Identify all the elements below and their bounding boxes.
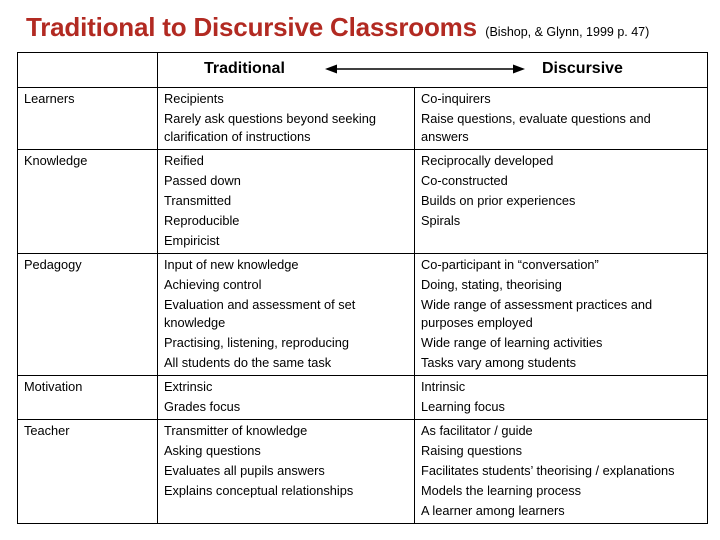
traditional-item: Transmitter of knowledge <box>164 423 308 438</box>
traditional-item: Grades focus <box>164 399 241 414</box>
header-discursive: Discursive <box>542 60 623 77</box>
traditional-item: Explains conceptual relationships <box>164 483 354 498</box>
traditional-item: Reified <box>164 153 204 168</box>
table-row <box>18 88 708 150</box>
title-citation: (Bishop, & Glynn, 1999 p. 47) <box>485 25 650 39</box>
header-row <box>18 53 708 88</box>
discursive-item: Spirals <box>421 213 461 228</box>
discursive-item: Wide range of learning activities <box>421 335 603 350</box>
table-body <box>18 53 708 524</box>
header-empty-cell <box>18 53 158 88</box>
discursive-item: Doing, stating, theorising <box>421 277 562 292</box>
traditional-item: Achieving control <box>164 277 262 292</box>
discursive-item: Wide range of assessment practices and purposes employed <box>421 297 653 330</box>
traditional-cell <box>158 88 415 150</box>
discursive-item: Learning focus <box>421 399 505 414</box>
discursive-item: As facilitator / guide <box>421 423 533 438</box>
traditional-item: Empiricist <box>164 233 220 248</box>
discursive-item: Raise questions, evaluate questions and answers <box>421 111 651 144</box>
discursive-item: Co-participant in “conversation” <box>421 257 599 272</box>
table-row <box>18 254 708 376</box>
traditional-item: All students do the same task <box>164 355 332 370</box>
header-traditional: Traditional <box>204 60 285 77</box>
traditional-cell <box>158 376 415 420</box>
traditional-item: Transmitted <box>164 193 232 208</box>
traditional-item: Passed down <box>164 173 241 188</box>
traditional-cell <box>158 150 415 254</box>
discursive-item: Co-constructed <box>421 173 508 188</box>
double-arrow-icon <box>325 63 525 75</box>
header-spectrum-cell <box>158 53 708 88</box>
traditional-cell <box>158 254 415 376</box>
discursive-cell <box>415 254 708 376</box>
discursive-item: Tasks vary among students <box>421 355 577 370</box>
row-label: Knowledge <box>18 150 158 254</box>
traditional-item: Extrinsic <box>164 379 213 394</box>
title-main: Traditional to Discursive Classrooms <box>26 12 477 42</box>
traditional-item: Evaluates all pupils answers <box>164 463 325 478</box>
table-row <box>18 420 708 524</box>
traditional-item: Input of new knowledge <box>164 257 299 272</box>
discursive-item: Co-inquirers <box>421 91 491 106</box>
discursive-cell <box>415 150 708 254</box>
discursive-item: Facilitates students’ theorising / explanations <box>421 463 675 478</box>
discursive-item: Intrinsic <box>421 379 466 394</box>
discursive-cell <box>415 88 708 150</box>
traditional-cell <box>158 420 415 524</box>
comparison-table <box>17 52 708 524</box>
traditional-item: Rarely ask questions beyond seeking clarification of instructions <box>164 111 376 144</box>
traditional-item: Evaluation and assessment of set knowledge <box>164 297 356 330</box>
traditional-item: Recipients <box>164 91 224 106</box>
table-row <box>18 376 708 420</box>
row-label: Pedagogy <box>18 254 158 376</box>
traditional-item: Asking questions <box>164 443 261 458</box>
slide-title <box>26 12 649 43</box>
discursive-item: Models the learning process <box>421 483 582 498</box>
traditional-item: Practising, listening, reproducing <box>164 335 349 350</box>
row-label: Learners <box>18 88 158 150</box>
traditional-item: Reproducible <box>164 213 240 228</box>
discursive-item: A learner among learners <box>421 503 565 518</box>
table-row <box>18 150 708 254</box>
discursive-cell <box>415 376 708 420</box>
discursive-item: Builds on prior experiences <box>421 193 576 208</box>
discursive-item: Raising questions <box>421 443 523 458</box>
row-label: Teacher <box>18 420 158 524</box>
row-label: Motivation <box>18 376 158 420</box>
discursive-item: Reciprocally developed <box>421 153 554 168</box>
discursive-cell <box>415 420 708 524</box>
